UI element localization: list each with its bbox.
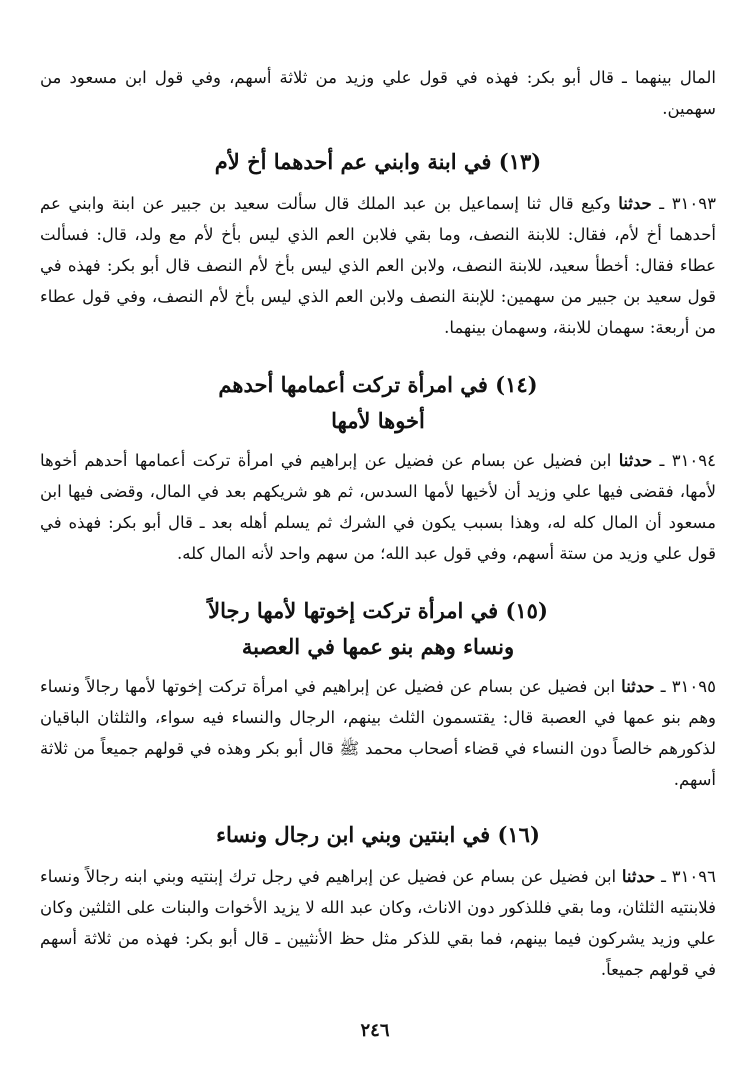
hadith-body: وكيع قال ثنا إسماعيل بن عبد الملك قال سألت سعيد بن جبير عن ابنة وابني عم أحدهما أخ لأم، فقال: للابنة النصف، وما بقي فلابن العم الذي ليس بأخ لأم مع ولد، قال: فسألت عطاء فقال: أخطأ سعيد، للابنة النصف، ولابن العم الذي ليس بأخ لأم النصف قال أبو بكر: فهذه في قول سعيد بن جبير من سهمين: للإبنة النصف ولابن العم الذي ليس بأخ لأم النصف، وفي قول عطاء من أربعة: سهمان للابنة، وسهمان بينهما.	[40, 194, 716, 337]
hadith-31096: ٣١٠٩٦ ـ حدثنا ابن فضيل عن بسام عن فضيل عن إبراهيم في رجل ترك إبنتيه وبني ابنه رجالاً ونساء فلابنتيه الثلثان، وما بقي فللذكور دون الاناث، وكان عبد الله لا يزيد الأخوات والبنات على الثلثين وكان علي وزيد يشركون فيما بينهم، فما بقي للذكر مثل حظ الأنثيين ـ قال أبو بكر: فهذه من ثلاثة أسهم في قولهم جميعاً.	[40, 867, 717, 979]
hadith-number: ٣١٠٩٤	[671, 451, 717, 470]
hadith-body: ابن فضيل عن بسام عن فضيل عن إبراهيم في امرأة تركت إخوتها لأمها رجالاً ونساء وهم بنو عمها في العصبة قال: يقتسمون الثلث بينهم، الرجال والنساء فيه سواء، والثلثان الباقيان لذكورهم خالصاً دون النساء في قضاء أصحاب محمد ﷺ قال أبو بكر وهذه في قولهم جميعاً من ثلاثة أسهم.	[40, 677, 716, 789]
hadith-body: ابن فضيل عن بسام عن فضيل عن إبراهيم في رجل ترك إبنتيه وبني ابنه رجالاً ونساء فلابنتيه الثلثان، وما بقي فللذكور دون الاناث، وكان عبد الله لا يزيد الأخوات والبنات على الثلثين وكان علي وزيد يشركون فيما بينهم، فما بقي للذكر مثل حظ الأنثيين ـ قال أبو بكر: فهذه من ثلاثة أسهم في قولهم جميعاً.	[40, 867, 716, 979]
hadith-lead: حدثنا	[621, 867, 656, 886]
section-15-title-line1: (١٥) في امرأة تركت إخوتها لأمها رجالاً	[208, 598, 548, 623]
section-14	[40, 367, 716, 569]
hadith-number: ٣١٠٩٥	[671, 677, 716, 696]
hadith-lead: حدثنا	[618, 451, 653, 470]
hadith-lead: حدثنا	[621, 677, 655, 696]
section-15	[40, 593, 716, 795]
section-13-title: (١٣) في ابنة وابني عم أحدهما أخ لأم	[214, 149, 542, 174]
section-14-title-line1: (١٤) في امرأة تركت أعمامها أحدهم	[218, 372, 538, 397]
hadith-body: ابن فضيل عن بسام عن فضيل عن إبراهيم في امرأة تركت أعمامها أحدهم أخوها لأمها، فقضى فيها علي وزيد أن لأخيها لأمها السدس، ثم هو شريكهم بعد في المال، وقضى فيها ابن مسعود أن المال كله له، وهذا بسبب يكون في الشرك ثم يسلم أهله بعد ـ قال أبو بكر: فهذه في قول علي وزيد من ستة أسهم، وفي قول عبد الله؛ من سهم واحد لأنه المال كله.	[40, 451, 716, 563]
hadith-31094: ٣١٠٩٤ ـ حدثنا ابن فضيل عن بسام عن فضيل عن إبراهيم في امرأة تركت أعمامها أحدهم أخوها لأمها، فقضى فيها علي وزيد أن لأخيها لأمها السدس، ثم هو شريكهم بعد في المال، وقضى فيها ابن مسعود أن المال كله له، وهذا بسبب يكون في الشرك ثم يسلم أهله بعد ـ قال أبو بكر: فهذه في قول علي وزيد من ستة أسهم، وفي قول عبد الله؛ من سهم واحد لأنه المال كله.	[40, 451, 717, 563]
hadith-number: ٣١٠٩٦	[671, 867, 717, 886]
hadith-number: ٣١٠٩٣	[671, 194, 716, 213]
section-14-title-line2: أخوها لأمها	[331, 408, 425, 433]
section-13	[40, 144, 716, 343]
intro-paragraph: المال بينهما ـ قال أبو بكر: فهذه في قول علي وزيد من ثلاثة أسهم، وفي قول ابن مسعود من سهمين.	[40, 68, 716, 118]
hadith-31093: ٣١٠٩٣ ـ حدثنا وكيع قال ثنا إسماعيل بن عبد الملك قال سألت سعيد بن جبير عن ابنة وابني عم أحدهما أخ لأم، فقال: للابنة النصف، وما بقي فلابن العم الذي ليس بأخ لأم مع ولد، قال: فسألت عطاء فقال: أخطأ سعيد، للابنة النصف، ولابن العم الذي ليس بأخ لأم النصف قال أبو بكر: فهذه في قول سعيد بن جبير من سهمين: للإبنة النصف ولابن العم الذي ليس بأخ لأم النصف، وفي قول عطاء من أربعة: سهمان للابنة، وسهمان بينهما.	[40, 194, 716, 337]
section-15-title-line2: ونساء وهم بنو عمها في العصبة	[241, 634, 515, 659]
page-number: ٢٤٦	[360, 1020, 390, 1041]
section-16	[40, 817, 716, 985]
hadith-lead: حدثنا	[618, 194, 652, 213]
hadith-31095: ٣١٠٩٥ ـ حدثنا ابن فضيل عن بسام عن فضيل عن إبراهيم في امرأة تركت إخوتها لأمها رجالاً ونساء وهم بنو عمها في العصبة قال: يقتسمون الثلث بينهم، الرجال والنساء فيه سواء، والثلثان الباقيان لذكورهم خالصاً دون النساء في قضاء أصحاب محمد ﷺ قال أبو بكر وهذه في قولهم جميعاً من ثلاثة أسهم.	[40, 677, 716, 789]
section-16-title: (١٦) في ابنتين وبني ابن رجال ونساء	[216, 822, 540, 847]
page-content	[40, 62, 716, 985]
